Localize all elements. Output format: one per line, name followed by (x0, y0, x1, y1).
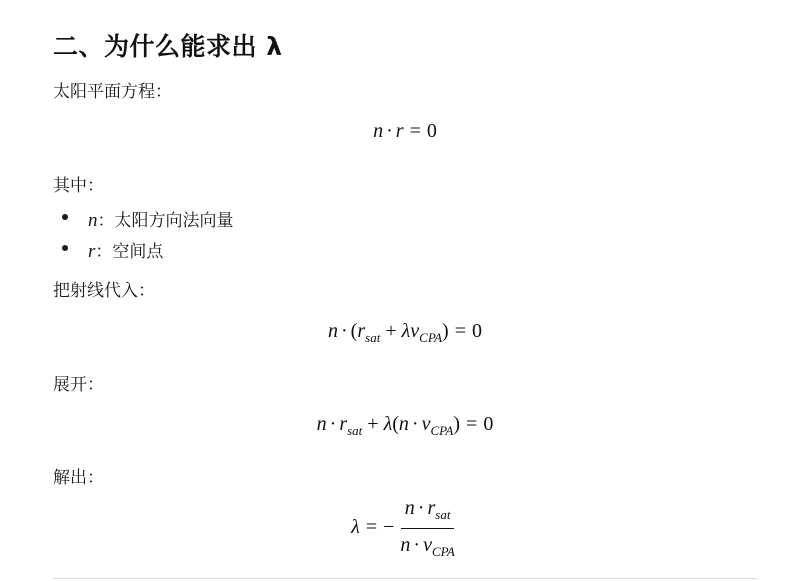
math-lambda: λ (383, 413, 393, 435)
math-n: n (400, 534, 411, 556)
plane-equation (53, 120, 757, 143)
math-equals: = (365, 516, 378, 539)
math-r: r (339, 413, 348, 435)
substituted-equation (53, 320, 757, 346)
math-n: n (398, 413, 409, 435)
math-subscript-cpa: CPA (419, 330, 443, 345)
solved-equation (53, 497, 757, 560)
math-v: v (421, 413, 431, 435)
math-zero: 0 (426, 120, 437, 142)
definition-desc: ：空间点 (95, 242, 164, 262)
math-subscript-sat: sat (347, 423, 363, 438)
section-heading: 二、为什么能求出 λ (53, 32, 283, 61)
section-divider (53, 578, 757, 579)
math-rparen: ) (442, 320, 449, 342)
math-lambda: λ (351, 516, 360, 539)
list-item (53, 237, 234, 268)
fraction (396, 497, 458, 560)
math-lparen: ( (392, 413, 399, 435)
substitute-intro: 把射线代入： (53, 281, 155, 301)
math-subscript-cpa: CPA (431, 544, 455, 559)
fraction-denominator (396, 529, 458, 560)
definition-list (53, 206, 234, 268)
math-n: n (404, 497, 415, 519)
math-plus: + (385, 320, 397, 342)
math-n: n (373, 120, 384, 142)
math-n: n (316, 413, 327, 435)
math-n: n (328, 320, 338, 342)
definition-var: n (88, 210, 98, 231)
math-minus: − (383, 516, 395, 539)
math-subscript-cpa: CPA (430, 423, 454, 438)
math-equals: = (409, 120, 421, 142)
expand-intro: 展开： (53, 375, 104, 395)
bullet-icon (62, 214, 68, 220)
fraction-numerator (401, 497, 455, 529)
math-v: v (410, 320, 420, 342)
math-v: v (423, 534, 432, 556)
math-lambda: λ (401, 320, 411, 342)
math-dot: · (341, 320, 348, 342)
where-intro: 其中： (53, 176, 104, 196)
math-equals: = (454, 320, 466, 342)
math-subscript-sat: sat (435, 507, 451, 522)
math-dot: · (386, 120, 393, 142)
expanded-equation (53, 413, 757, 439)
math-equals: = (466, 413, 478, 435)
math-plus: + (367, 413, 379, 435)
math-subscript-sat: sat (365, 330, 381, 345)
list-item (53, 206, 234, 237)
math-dot: · (413, 534, 421, 556)
math-lparen: ( (350, 320, 358, 342)
definition-var: r (88, 241, 96, 262)
math-dot: · (417, 497, 425, 519)
math-zero: 0 (472, 320, 482, 342)
math-r: r (357, 320, 366, 342)
bullet-icon (62, 245, 68, 251)
math-dot: · (329, 413, 337, 435)
solve-intro: 解出： (53, 468, 104, 488)
plane-equation-intro: 太阳平面方程： (53, 82, 172, 102)
definition-desc: ：太阳方向法向量 (97, 211, 234, 231)
math-r: r (427, 497, 436, 519)
math-zero: 0 (483, 413, 494, 435)
math-r: r (395, 120, 404, 142)
math-rparen: ) (453, 413, 461, 435)
math-dot: · (411, 413, 419, 435)
